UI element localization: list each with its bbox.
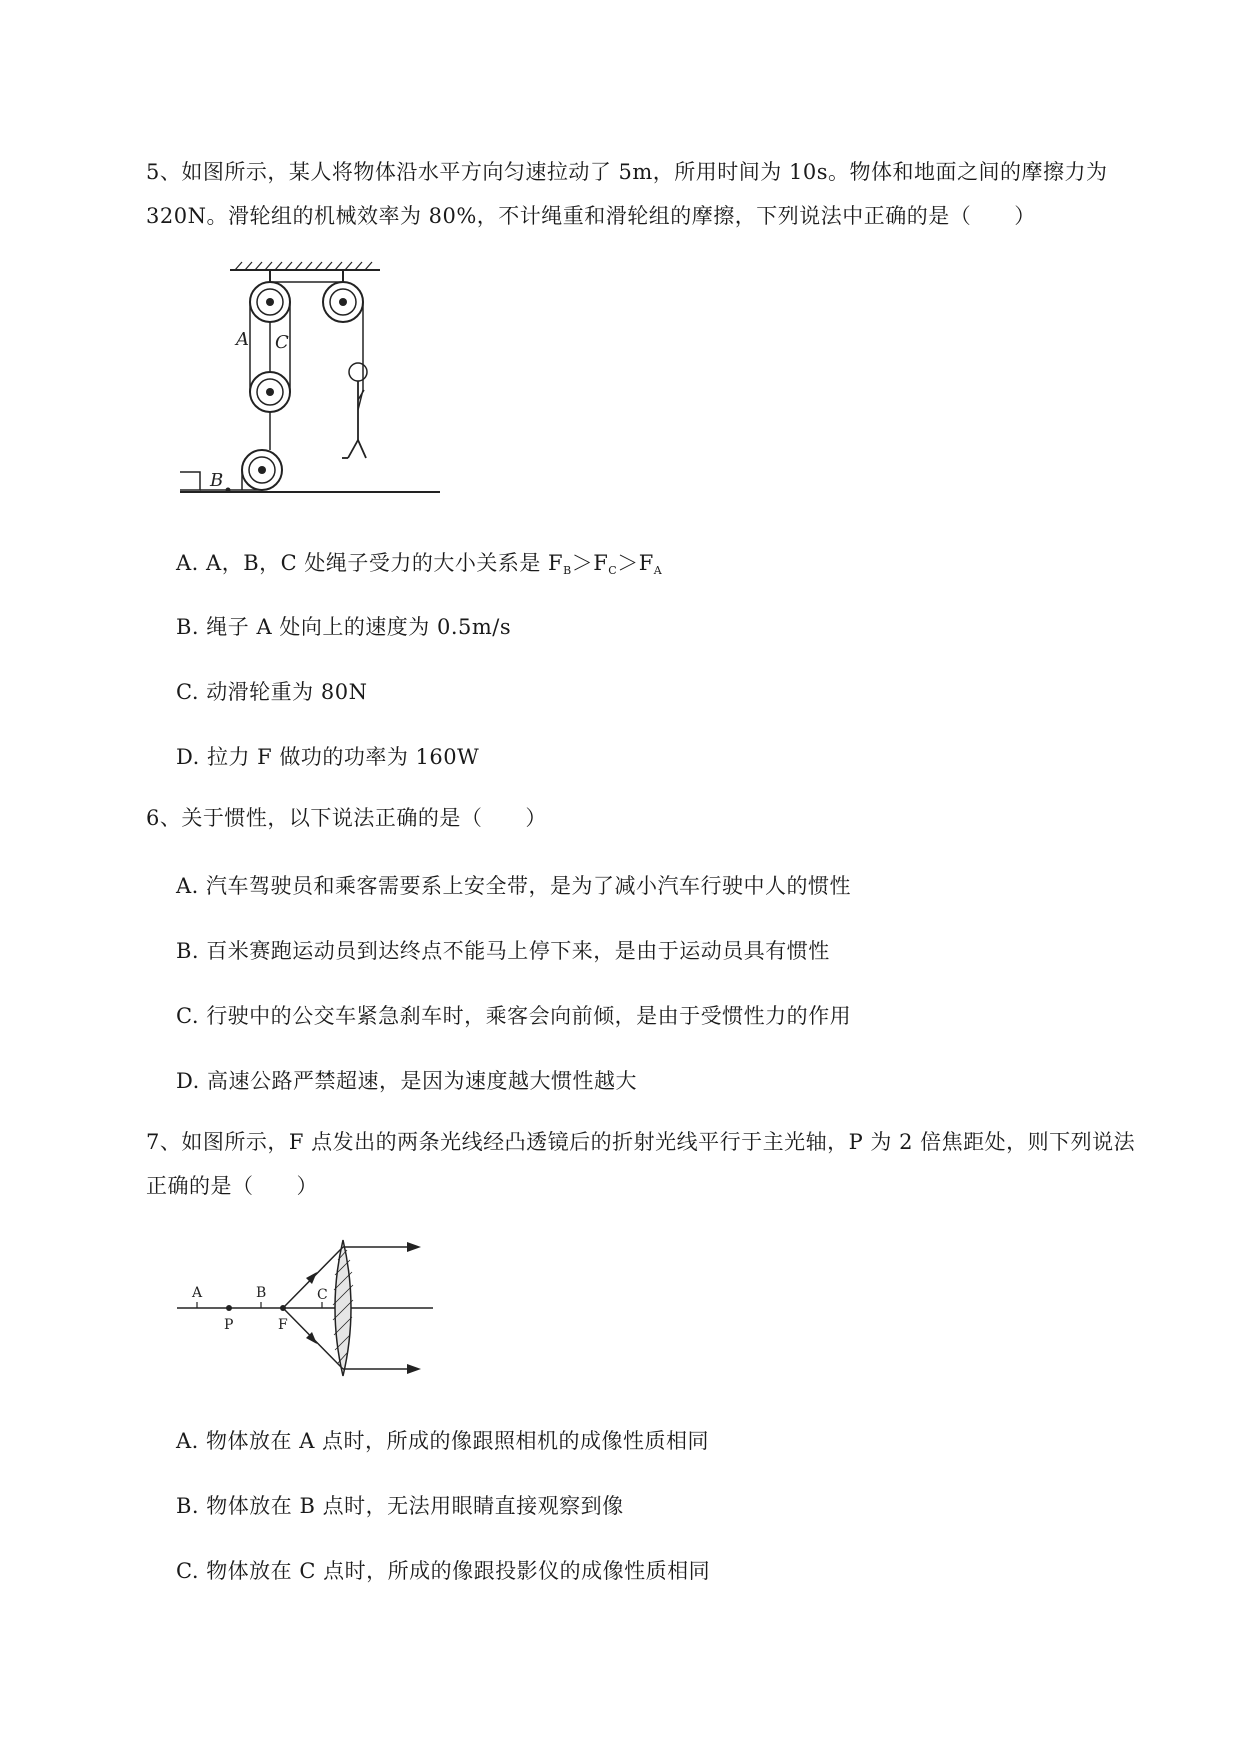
option-text: 物体放在 C 点时，所成的像跟投影仪的成像性质相同 bbox=[206, 1559, 711, 1583]
q6-option-c[interactable] bbox=[176, 1001, 851, 1031]
option-text: 拉力 F 做功的功率为 160W bbox=[206, 745, 480, 769]
label-b: B bbox=[210, 470, 224, 491]
label-a: A bbox=[236, 329, 249, 350]
q5-option-a[interactable] bbox=[176, 548, 662, 586]
label-b: B bbox=[256, 1285, 267, 1301]
option-prefix: C. bbox=[176, 680, 199, 704]
convex-lens-figure bbox=[175, 1235, 445, 1389]
q7-option-b[interactable] bbox=[176, 1491, 624, 1521]
option-prefix: B. bbox=[176, 939, 200, 963]
q5-option-d[interactable] bbox=[176, 742, 479, 772]
option-prefix: C. bbox=[176, 1559, 199, 1583]
question-6-stem: 6、关于惯性，以下说法正确的是（ ） bbox=[146, 806, 547, 830]
option-prefix: A. bbox=[176, 1429, 199, 1453]
subscript-a: A bbox=[653, 564, 663, 577]
option-prefix: A. bbox=[176, 551, 199, 575]
option-prefix: B. bbox=[176, 1494, 200, 1518]
option-text: 物体放在 A 点时，所成的像跟照相机的成像性质相同 bbox=[206, 1429, 710, 1453]
option-prefix: D. bbox=[176, 745, 200, 769]
q6-option-b[interactable] bbox=[176, 936, 830, 966]
q5-option-b[interactable] bbox=[176, 612, 511, 642]
q6-option-d[interactable] bbox=[176, 1066, 637, 1096]
label-p: P bbox=[224, 1317, 234, 1333]
option-text: 百米赛跑运动员到达终点不能马上停下来，是由于运动员具有惯性 bbox=[206, 939, 830, 963]
q5-option-c[interactable] bbox=[176, 677, 367, 707]
option-text: 汽车驾驶员和乘客需要系上安全带，是为了减小汽车行驶中人的惯性 bbox=[206, 874, 852, 898]
option-prefix: B. bbox=[176, 615, 200, 639]
option-prefix: A. bbox=[176, 874, 199, 898]
option-text: 动滑轮重为 80N bbox=[206, 680, 368, 704]
pulley-system-figure bbox=[180, 240, 460, 504]
option-prefix: C. bbox=[176, 1004, 199, 1028]
subscript-b: B bbox=[563, 564, 572, 577]
label-a: A bbox=[192, 1285, 203, 1301]
option-text: 物体放在 B 点时，无法用眼睛直接观察到像 bbox=[206, 1494, 624, 1518]
option-text: 行驶中的公交车紧急刹车时，乘客会向前倾，是由于受惯性力的作用 bbox=[206, 1004, 852, 1028]
label-f: F bbox=[278, 1317, 288, 1333]
question-5-stem: 5、如图所示，某人将物体沿水平方向匀速拉动了 5m，所用时间为 10s。物体和地面之间的摩擦力为 320N。滑轮组的机械效率为 80%，不计绳重和滑轮组的摩擦，下列说法中正确的是（ ） bbox=[146, 160, 1108, 228]
option-text: 绳子 A 处向上的速度为 0.5m/s bbox=[206, 615, 512, 639]
q6-option-a[interactable] bbox=[176, 871, 851, 901]
option-prefix: D. bbox=[176, 1069, 200, 1093]
label-c: C bbox=[275, 332, 289, 353]
option-text-mid: ＞F bbox=[571, 551, 609, 575]
option-text-mid: ＞F bbox=[617, 551, 654, 575]
q7-option-c[interactable] bbox=[176, 1556, 710, 1586]
subscript-c: C bbox=[608, 564, 618, 577]
q7-option-a[interactable] bbox=[176, 1426, 709, 1456]
question-7-stem: 7、如图所示，F 点发出的两条光线经凸透镜后的折射光线平行于主光轴，P 为 2 倍焦距处，则下列说法正确的是（ ） bbox=[146, 1130, 1136, 1198]
option-text: 高速公路严禁超速，是因为速度越大惯性越大 bbox=[206, 1069, 637, 1093]
label-c: C bbox=[317, 1287, 328, 1303]
option-text: A，B，C 处绳子受力的大小关系是 F bbox=[206, 551, 564, 575]
